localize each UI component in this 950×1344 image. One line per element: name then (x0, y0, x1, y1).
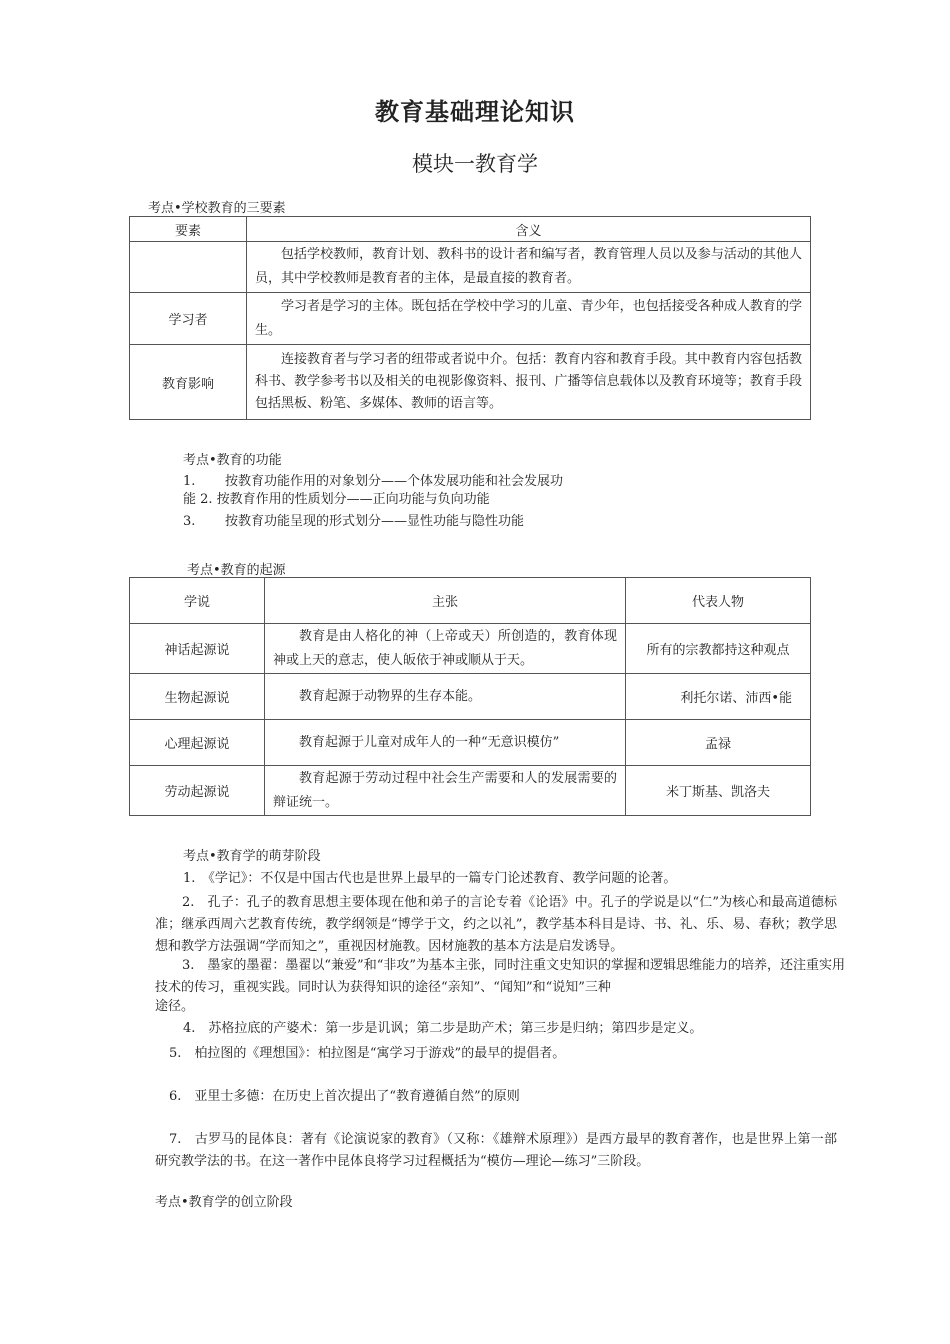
section-heading-founding-stage: 考点•教育学的创立阶段 (155, 1195, 293, 1210)
theory-claim: 教育起源于劳动过程中社会生产需要和人的发展需要的辩证统一。 (265, 766, 626, 816)
element-meaning: 学习者是学习的主体。既包括在学校中学习的儿童、青少年，也包括接受各种成人教育的学生。 (247, 293, 811, 345)
element-meaning: 包括学校教师，教育计划、教科书的设计者和编写者，教育管理人员以及参与活动的其他人员，其中学校教师是教育者的主体，是最直接的教育者。 (247, 242, 811, 293)
paragraph-aristotle: 6. 亚里士多德：在历史上首次提出了“教育遵循自然”的原则 (169, 1089, 520, 1104)
table-row (130, 674, 811, 720)
paragraph-plato: 5. 柏拉图的《理想国》：柏拉图是“寓学习于游戏”的最早的提倡者。 (169, 1046, 566, 1061)
header-element: 要素 (130, 217, 247, 242)
paragraph-xueji: 1. 《学记》：不仅是中国古代也是世界上最早的一篇专门论述教育、教学问题的论著。 (183, 871, 677, 886)
theory-person: 所有的宗教都持这种观点 (626, 624, 811, 674)
theory-person: 米丁斯基、凯洛夫 (626, 766, 811, 816)
function-item-text: 按教育功能作用的对象划分——个体发展功能和社会发展功 (225, 474, 564, 489)
table-row (130, 766, 811, 816)
header-claim: 主张 (265, 578, 626, 624)
header-meaning: 含义 (247, 217, 811, 242)
paragraph-mozi: 3. 墨家的墨翟：墨翟以“兼爱”和“非攻”为基本主张，同时注重文史知识的掌握和逻辑思维能力的培养，还注重实用技术的传习，重视实践。同时认为获得知识的途径“亲知”、“闻知”和“说知”三种 (155, 958, 845, 995)
module-title: 模块一教育学 (412, 152, 538, 176)
document-title: 教育基础理论知识 (375, 97, 575, 126)
element-name (130, 242, 247, 293)
paragraph-quintilian: 7. 古罗马的昆体良：著有《论演说家的教育》（又称：《雄辩术原理》）是西方最早的教育著作，也是世界上第一部研究教学法的书。在这一著作中昆体良将学习过程概括为“模仿—理论—练习”三阶段。 (155, 1132, 837, 1169)
theory-person: 利托尔诺、沛西•能 (626, 674, 811, 720)
table-row (130, 345, 811, 420)
element-meaning: 连接教育者与学习者的纽带或者说中介。包括：教育内容和教育手段。其中教育内容包括教科书、教学参考书以及相关的电视影像资料、报刊、广播等信息载体以及教育环境等；教育手段包括黑板、粉笔、多媒体、教师的语言等。 (247, 345, 811, 420)
three-elements-table (129, 216, 811, 420)
theory-claim: 教育起源于儿童对成年人的一种“无意识模仿” (265, 720, 626, 766)
table-row (130, 293, 811, 345)
section-heading-functions: 考点•教育的功能 (183, 453, 282, 468)
header-representative: 代表人物 (626, 578, 811, 624)
table-header-row (130, 217, 811, 242)
section-heading-three-elements: 考点•学校教育的三要素 (148, 201, 286, 216)
table-row (130, 720, 811, 766)
origin-table (129, 577, 811, 816)
paragraph-mozi-end: 途径。 (155, 999, 195, 1014)
function-item-text: 按教育功能呈现的形式划分——显性功能与隐性功能 (225, 514, 525, 529)
section-heading-sprout-stage: 考点•教育学的萌芽阶段 (183, 849, 321, 864)
function-item-number: 3. (183, 514, 196, 529)
element-name: 教育影响 (130, 345, 247, 420)
table-row (130, 624, 811, 674)
paragraph-confucius: 2. 孔子：孔子的教育思想主要体现在他和弟子的言论专着《论语》中。孔子的学说是以“仁”为核心和最高道德标准；继承西周六艺教育传统，教学纲领是“博学于文，约之以礼”，教学基本科目是诗、书、礼、乐、易、春秋；教学思想和教学方法强调“学而知之”，重视因材施教。因材施教的基本方法是启发诱导。 (155, 895, 837, 954)
theory-name: 生物起源说 (130, 674, 265, 720)
header-theory: 学说 (130, 578, 265, 624)
theory-name: 神话起源说 (130, 624, 265, 674)
section-heading-origin: 考点•教育的起源 (187, 563, 286, 578)
paragraph-socrates: 4. 苏格拉底的产婆术：第一步是讥讽；第二步是助产术；第三步是归纳；第四步是定义。 (183, 1021, 703, 1036)
theory-person: 孟禄 (626, 720, 811, 766)
theory-claim: 教育起源于动物界的生存本能。 (265, 674, 626, 720)
element-name: 学习者 (130, 293, 247, 345)
function-item-number: 1. (183, 474, 196, 489)
theory-claim: 教育是由人格化的神（上帝或天）所创造的，教育体现神或上天的意志，使人皈依于神或顺从于天。 (265, 624, 626, 674)
theory-name: 劳动起源说 (130, 766, 265, 816)
theory-name: 心理起源说 (130, 720, 265, 766)
function-item-text: 能 2. 按教育作用的性质划分——正向功能与负向功能 (183, 492, 490, 507)
table-header-row (130, 578, 811, 624)
table-row (130, 242, 811, 293)
